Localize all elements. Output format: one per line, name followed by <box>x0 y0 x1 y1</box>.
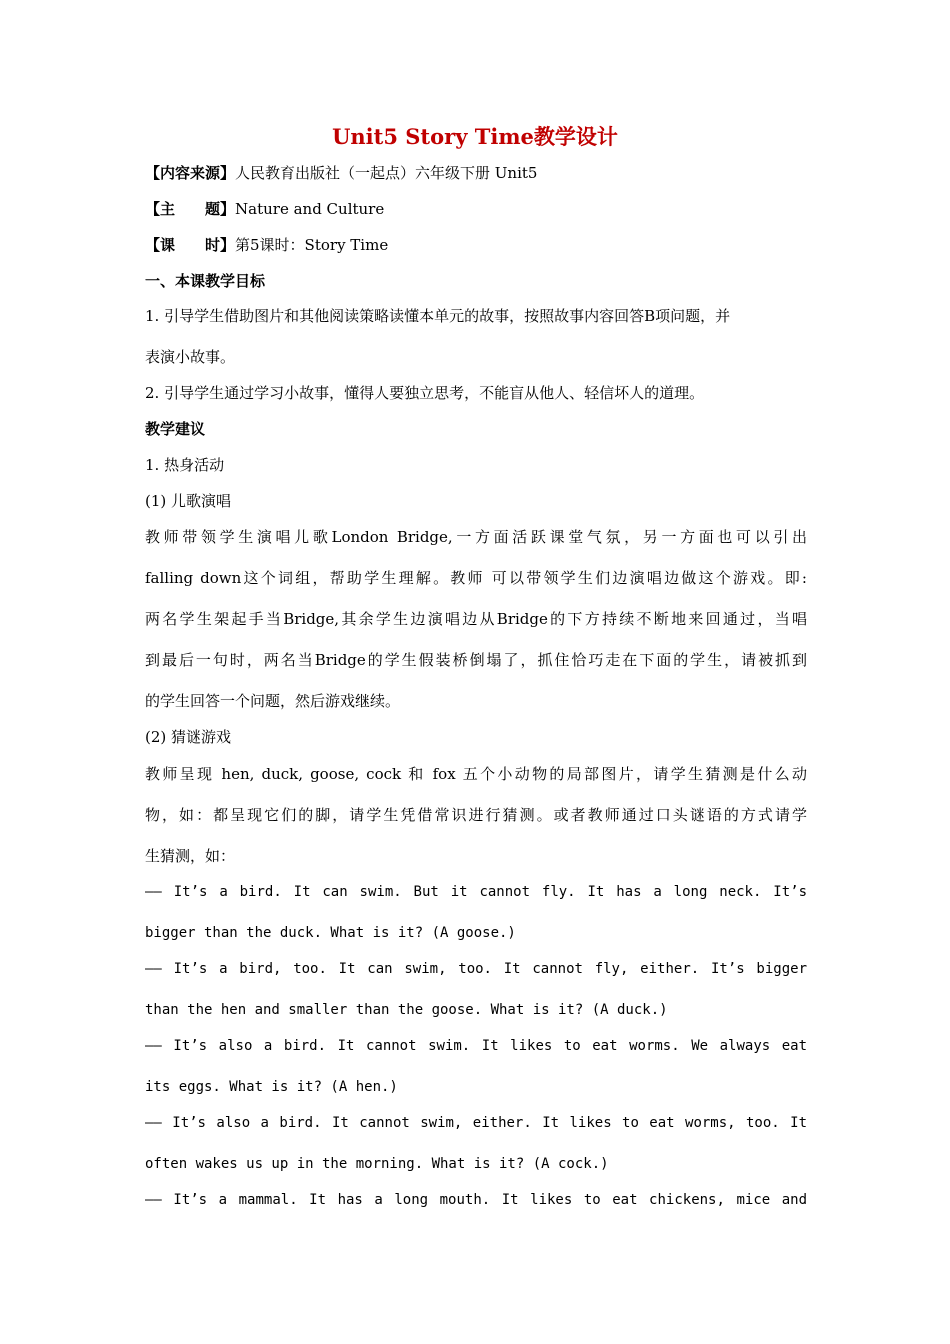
meta-source <box>145 162 807 184</box>
riddle-line: —— It’s a bird, too. It can swim, too. It cannot fly, either. It’s bigger <box>145 961 807 977</box>
paragraph-line: 到最后一句时，两名当Bridge的学生假装桥倒塌了，抓住恰巧走在下面的学生，请被抓到 <box>145 651 807 669</box>
meta-period-label: 【课 时】 <box>145 236 236 254</box>
meta-source-label: 【内容来源】 <box>145 164 236 182</box>
riddle-line: its eggs. What is it? (A hen.) <box>145 1079 398 1095</box>
section-heading-goals: 一、本课教学目标 <box>145 272 266 290</box>
meta-source-value: 人民教育出版社（一起点）六年级下册 Unit5 <box>235 164 538 182</box>
paragraph-line: falling down这个词组，帮助学生理解。教师 可以带领学生们边演唱边做这个游戏。即: <box>145 569 807 587</box>
goal-2: 2. 引导学生通过学习小故事，懂得人要独立思考，不能盲从他人、轻信坏人的道理。 <box>145 384 705 402</box>
riddle-line: bigger than the duck. What is it? (A goose.) <box>145 925 516 941</box>
riddle-line: —— It’s a mammal. It has a long mouth. It likes to eat chickens, mice and <box>145 1192 807 1208</box>
paragraph-line: 两名学生架起手当Bridge,其余学生边演唱边从Bridge的下方持续不断地来回通过，当唱 <box>145 610 807 628</box>
sub-1-heading: (1) 儿歌演唱 <box>145 492 232 510</box>
goal-1-line-1: 1. 引导学生借助图片和其他阅读策略读懂本单元的故事，按照故事内容回答B项问题，并 <box>145 307 731 325</box>
riddle-line: —— It’s also a bird. It cannot swim, either. It likes to eat worms, too. It <box>145 1115 807 1131</box>
riddle-line: —— It’s also a bird. It cannot swim. It likes to eat worms. We always eat <box>145 1038 807 1054</box>
sub-2-heading: (2) 猜谜游戏 <box>145 728 232 746</box>
meta-period <box>145 234 807 256</box>
meta-topic-value: Nature and Culture <box>235 200 385 218</box>
meta-topic-label: 【主 题】 <box>145 200 236 218</box>
meta-period-value: 第5课时：Story Time <box>235 236 389 254</box>
paragraph-line: 教师带领学生演唱儿歌London Bridge,一方面活跃课堂气氛，另一方面也可以引出 <box>145 528 807 546</box>
section-heading-suggestions: 教学建议 <box>145 420 206 438</box>
paragraph-line: 的学生回答一个问题，然后游戏继续。 <box>145 692 401 710</box>
meta-topic <box>145 198 807 220</box>
riddle-line: —— It’s a bird. It can swim. But it cannot fly. It has a long neck. It’s <box>145 884 807 900</box>
document-title: Unit5 Story Time教学设计 <box>332 124 618 149</box>
riddle-line: than the hen and smaller than the goose. What is it? (A duck.) <box>145 1002 668 1018</box>
paragraph-line: 物，如：都呈现它们的脚，请学生凭借常识进行猜测。或者教师通过口头谜语的方式请学 <box>145 806 807 824</box>
riddle-line: often wakes us up in the morning. What is it? (A cock.) <box>145 1156 609 1172</box>
paragraph-line: 生猜测，如： <box>145 847 236 865</box>
paragraph-line: 教师呈现 hen, duck, goose, cock 和 fox 五个小动物的局部图片，请学生猜测是什么动 <box>145 765 807 783</box>
step-1-heading: 1. 热身活动 <box>145 456 225 474</box>
goal-1-line-2: 表演小故事。 <box>145 348 236 366</box>
